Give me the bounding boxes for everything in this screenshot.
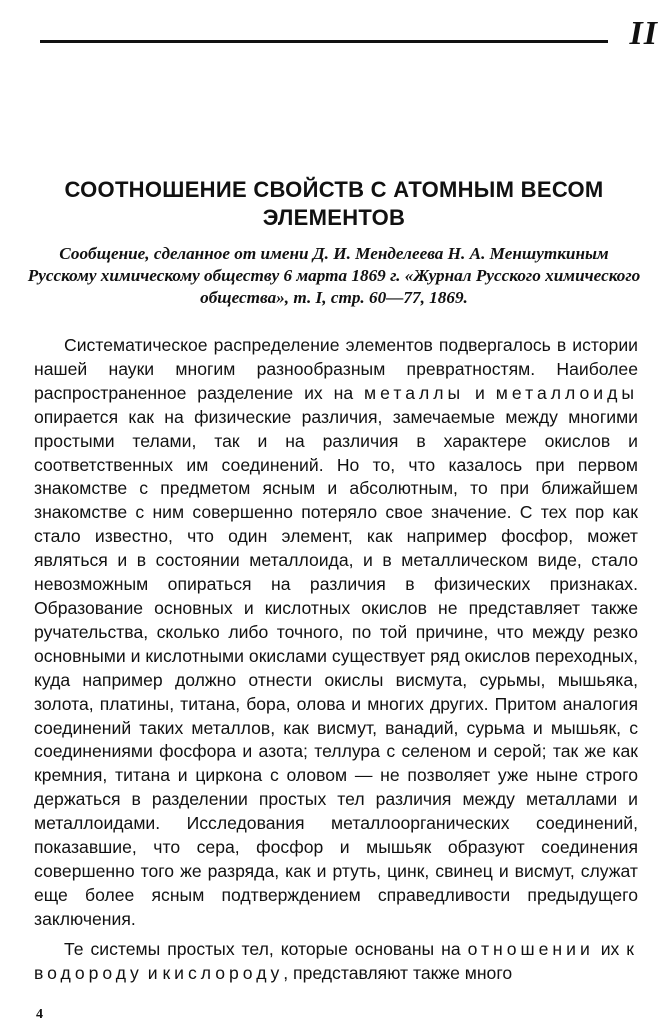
term-relation: отношении (467, 938, 594, 959)
chapter-number: II (629, 15, 658, 52)
page-number: 4 (36, 1007, 43, 1022)
term-metalloids: металлоиды (495, 382, 638, 403)
paragraph-2-text-c: , представляют также много (283, 962, 513, 983)
term-oxygen: кислороду (162, 962, 284, 983)
article-body (34, 334, 638, 991)
conjunction-and: и (464, 382, 496, 403)
term-metals: металлы (364, 382, 465, 403)
paragraph-2 (34, 938, 638, 986)
paragraph-1-text-b: опирается как на физические различия, замечаемые между многими простыми телами, так и на различия в характере окислов и соответственных им соединений. Но то, что казалось при первом знакомстве с предметом ясным и абсолютным, то при ближайшем знакомстве с ним совершенно потеряло свое значение. С тех пор как стало известно, что один элемент, как например фосфор, может являться и в состоянии металлоида, и в металлическом виде, стало невозможным опираться на различия в физических признаках. Образование основных и кислотных окислов не представляет также ручательства, сколько либо точного, по той причине, что между резко основными и кислотными окислами существует ряд окислов переходных, куда например должно отнести окислы висмута, сурьмы, мышьяка, золота, платины, титана, бора, олова и многих других. Притом аналогия соединений таких металлов, как висмут, ванадий, сурьма и мышьяк, с соединениями фосфора и азота; теллура с селеном и серой; так же как кремния, титана и циркона с оловом — не позволяет уже ныне строго держаться в разделении простых тел различия между металлами и металлоидами. Исследования металлоорганических соединений, показавшие, что сера, фосфор и мышьяк образуют соединения совершенно того же разряда, как и ртуть, цинк, свинец и висмут, служат еще более ясным подтверждением справедливости предыдущего заключения. (34, 406, 638, 929)
header-rule (40, 40, 608, 43)
paragraph-2-text-b: их (593, 938, 627, 959)
paragraph-1 (34, 334, 638, 932)
article-title: СООТНОШЕНИЕ СВОЙСТВ С АТОМНЫМ ВЕСОМ ЭЛЕМЕНТОВ (64, 177, 604, 230)
conjunction-and: и (142, 962, 163, 983)
article-subtitle: Сообщение, сделанное от имени Д. И. Менделеева Н. А. Меншуткиным Русскому химическому обществу 6 марта 1869 г. «Журнал Русского химического общества», т. I, стр. 60—77, 1869. (27, 244, 641, 307)
paragraph-2-text-a: Те системы простых тел, которые основаны на (64, 938, 468, 959)
paragraph-1-text-a: Систематическое распределение элементов подвергалось в истории нашей науки многим разнообразным превратностям. Наиболее распространенное разделение их на (34, 335, 638, 403)
term-hydrogen: к водороду (34, 938, 638, 983)
